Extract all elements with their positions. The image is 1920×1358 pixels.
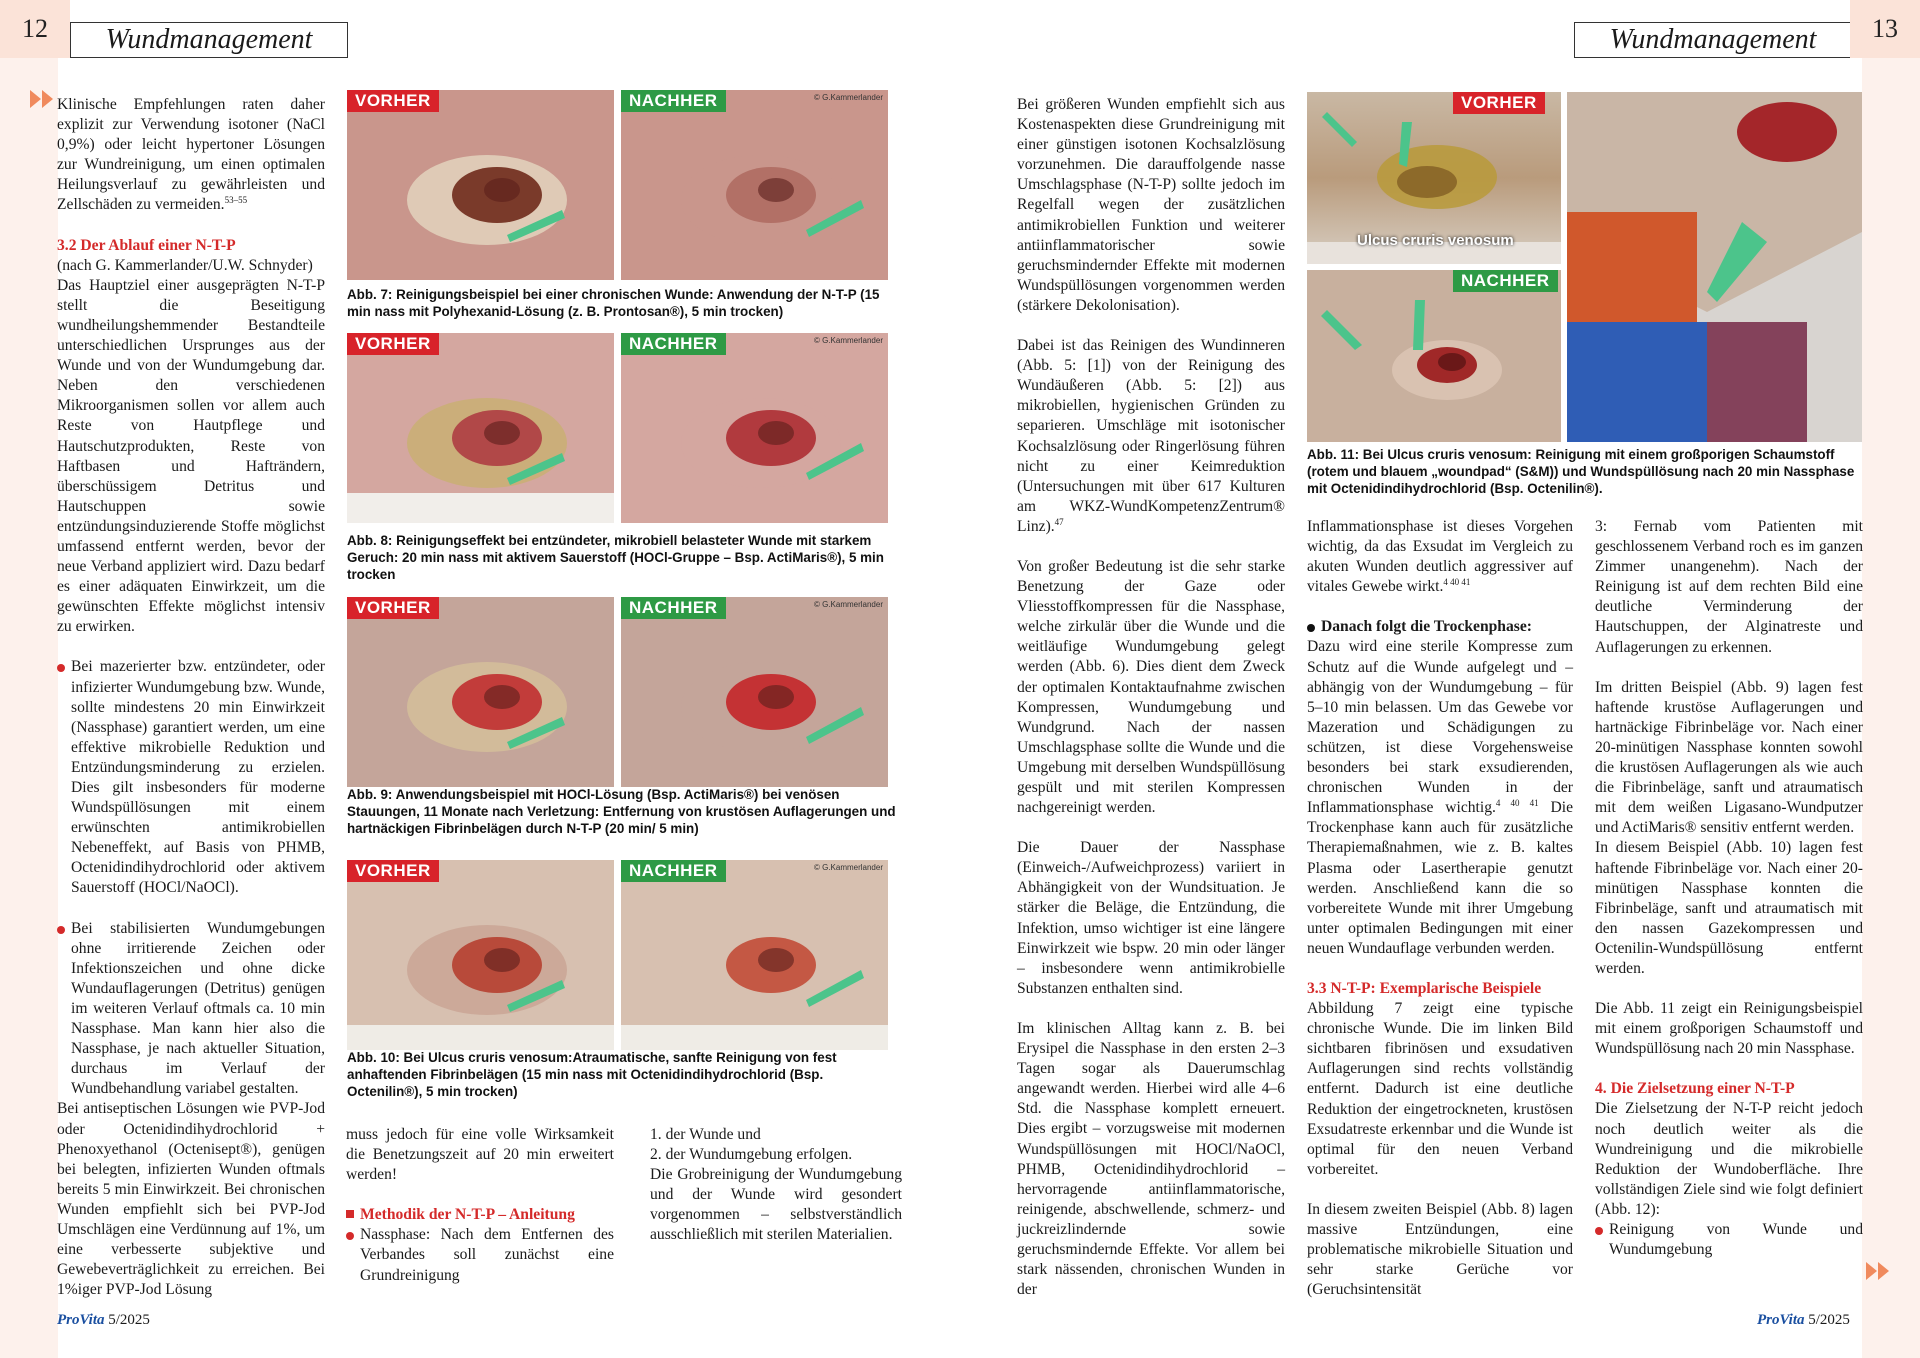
page-number-left: 12	[0, 0, 70, 58]
footer-issue: 5/2025	[108, 1312, 150, 1328]
paragraph: Von großer Bedeutung ist die sehr starke Benetzung der Gaze oder Vliesstoffkompressen für die Nassphase, welche zirkulär über die Wunde und die weitläufige Wundumgebung gelegt werden (Abb. 6). Dies dient dem Zweck der optimalen Kontaktaufnahme zwischen Kompressen, Wundumgebung und Wundgrund. Nach der nassen Umschlagsphase sollte die Wunde und die Umgebung mit derselben Wundspüllösung gespült und mit sterilen Kompressen nachgereinigt werden.	[1017, 557, 1285, 817]
right-column-2	[1307, 517, 1573, 1300]
list-item: 1. der Wunde und	[650, 1126, 761, 1143]
wound-photo	[621, 333, 888, 523]
citation-ref: 47	[1054, 516, 1064, 527]
wound-photo	[347, 597, 614, 787]
bullet-item: Bei stabilisierten Wundumgebungen ohne irritierende Zeichen oder Infektionszeichen und ohne dicke Wundauflagerungen (Detritus) genügen im weiteren Verlauf oftmals ca. 10 min Nassphase. Man kann hier also die Nassphase, je nach aktueller Situation, durchaus im Verlauf der Wundbehandlung variabel gestalten.	[57, 919, 325, 1100]
figure-caption: Abb. 10: Bei Ulcus cruris venosum:Atraumatische, sanfte Reinigung von fest anhaftenden Fibrinbelägen (15 min nass mit Octenidindihydrochlorid (Bsp. Octenilin®), 5 min trocken)	[347, 1050, 837, 1099]
after-photo	[621, 860, 888, 1050]
footer-brand: ProVita	[1757, 1312, 1805, 1328]
paragraph: Klinische Empfehlungen raten daher explizit zur Verwendung isotoner (NaCl 0,9%) oder leicht hypertoner Lösungen zur Wundreinigung, um einen optimalen Heilungsverlauf zu gewährleisten und Zellschäden zu vermeiden.$^{53-55}$	[57, 96, 325, 214]
footer-issue: 5/2025	[1808, 1312, 1850, 1328]
after-photo	[621, 597, 888, 787]
wound-photo	[347, 333, 614, 523]
paragraph: Abbildung 7 zeigt eine typische chronische Wunde. Die im linken Bild sichtbaren fibrinösen und exsudativen Auflagerungen sind rechts vollständig entfernt. Dadurch ist eine deutliche Reduktion der eingetrockneten, krustösen Exsudatreste erkennbar und die Wunde ist optimal für den neuen Verband vorbereitet.	[1307, 1000, 1573, 1178]
figure-caption: Abb. 7: Reinigungsbeispiel bei einer chronischen Wunde: Anwendung der N-T-P (15 min nass mit Polyhexanid-Lösung (z. B. Prontosan®), 5 min trocken)	[347, 287, 880, 319]
photo-credit: © G.Kammerlander	[813, 336, 883, 345]
photo-overlay-text: Ulcus cruris venosum	[1357, 232, 1514, 249]
paragraph: Bei antiseptischen Lösungen wie PVP-Jod oder Octenidindihydrochlorid + Phenoxyethanol (Octenisept®), genügen bei belegten, infizierten Wunden oftmals bereits 5 min Einwirkzeit. Bei chronischen Wunden empfiehlt sich bei PVP-Jod Umschlägen eine Verdünnung auf 1%, um eine verbesserte subjektive und Gewebeverträglichkeit zu erreichen. Bei 1%iger PVP-Jod Lösung	[57, 1100, 325, 1299]
fig11-foam-photo	[1567, 92, 1862, 442]
paragraph: Bei größeren Wunden empfiehlt sich aus Kostenaspekten diese Grundreinigung mit einer günstigen isotonen Kochsalzlösung vorzunehmen. Die darauffolgende nasse Umschlagsphase (N-T-P) sollte jedoch im Regelfall wegen der zusätzlichen antimikrobiellen Funktion und weiterer antiinflammatorischer sowie geruchsmindernder Effekte mit modernen Wundspüllösungen vorgenommen werden (stärkere Dekolonisation).	[1017, 96, 1285, 314]
after-label: NACHHER	[621, 860, 726, 882]
foam-photo	[1567, 92, 1862, 442]
after-photo	[621, 90, 888, 280]
paragraph: In diesem Beispiel (Abb. 10) lagen fest haftende Fibrinbeläge vor. Nach einer 20-minütigen Nassphase konnten die Fibrinbeläge, sanft und atraumatisch mit den nassen Gazekompressen und Octenilin-Wundspüllösung entfernt werden.	[1595, 839, 1863, 977]
paragraph: muss jedoch für eine volle Wirksamkeit die Benetzungszeit auf 20 min erweitert werden!	[346, 1126, 614, 1184]
bullet-item: Bei mazerierter bzw. entzündeter, oder infizierter Wundumgebung bzw. Wunde, sollte mindestens 20 min Einwirkzeit (Nassphase) garantiert werden, um eine effektive mikrobielle Reduktion und Entzündungsminderung zu erzielen. Dies gilt insbesonders für moderne Wundspüllösungen mit einem erwünschten antimikrobiellen Nebeneffekt, auf Basis von PHMB, Octenidindihydrochlorid oder aktivem Sauerstoff (HOCl/NaOCl).	[57, 657, 325, 898]
before-photo	[347, 597, 614, 787]
section-header-right: Wundmanagement	[1574, 22, 1852, 58]
citation-ref: 4 40 41	[1443, 577, 1471, 588]
right-column-3	[1595, 517, 1863, 1260]
right-column-1	[1017, 95, 1285, 1300]
after-photo	[621, 333, 888, 523]
before-photo	[347, 90, 614, 280]
section-heading: 3.3 N-T-P: Exemplarische Beispiele	[1307, 979, 1542, 997]
before-photo	[347, 860, 614, 1050]
fig11-before-photo	[1307, 92, 1561, 264]
before-label: VORHER	[1453, 92, 1545, 114]
double-chevron-right-icon	[30, 90, 56, 108]
section-heading: 3.2 Der Ablauf einer N-T-P	[57, 236, 236, 254]
fig11-after-photo	[1307, 270, 1561, 442]
citation-ref: 53–55	[224, 195, 248, 206]
figure-caption: Abb. 8: Reinigungseffekt bei entzündeter, mikrobiell belasteter Wunde mit starkem Geruch: 20 min nass mit aktivem Sauerstoff (HOCl-Gruppe – Bsp. ActiMaris®), 5 min trocken	[347, 533, 884, 582]
after-label: NACHHER	[1453, 270, 1558, 292]
before-label: VORHER	[347, 597, 439, 619]
square-bullet-icon	[346, 1210, 354, 1218]
left-column-1	[57, 95, 325, 1300]
photo-credit: © G.Kammerlander	[813, 600, 883, 609]
before-photo	[347, 333, 614, 523]
wound-photo	[621, 90, 888, 280]
left-column-2	[346, 1125, 614, 1286]
fig11-caption: Abb. 11: Bei Ulcus cruris venosum: Reinigung mit einem großporigen Schaumstoff (rotem und blauem „woundpad“ (S&M)) und Wundspüllösung nach 20 min Nassphase mit Octenidindihydrochlorid (Bsp. Octenilin®).	[1307, 447, 1855, 496]
citation-ref: 4 40 41	[1495, 798, 1539, 809]
wound-photo	[347, 860, 614, 1050]
paragraph: Im klinischen Alltag kann z. B. bei Erysipel die Nassphase in den ersten 2–3 Tagen sogar als Dauerumschlag angewandt werden. Hierbei wird alle 4–6 Std. die Nassphase komplett erneuert. Dies ergibt – vorzugsweise mit modernen Wundspüllösungen mit HOCl/NaOCl, PHMB, Octenidindihydrochlorid – hervorragende antiinflammatorische, reinigende, abschwellende, schmerz- und juckreizlindernde sowie geruchsmindernde Effekte. Vor allem bei stark nässenden, chronischen Wunden in der	[1017, 1019, 1285, 1299]
double-chevron-right-icon	[1866, 1262, 1892, 1280]
paragraph: Dazu wird eine sterile Kompresse zum Schutz auf die Wunde aufgelegt und – abhängig von der Wundumgebung – für 5–10 min belassen. Um das Gewebe vor Mazeration und Schädigungen zu schützen, ist diese Vorgehensweise besonders bei stark exsudierenden, chronischen Wunden in der Inflammationsphase wichtig.$^{4 40 41}$ Die Trockenphase kann auch für zusätzliche Therapiemaßnahmen, wie z. B. kaltes Plasma oder Lasertherapie genutzt werden. Anschließend kann die so vorbereitete Wunde mit ihrer Umgebung unter optimalen Bedingungen mit einer neuen Wundauflage verbunden werden.	[1307, 638, 1573, 957]
paragraph: Die Zielsetzung der N-T-P reicht jedoch noch deutlich weiter als die Wundreinigung und die mikrobielle Reduktion der Wundoberfläche. Ihre vollständigen Ziele sind wie folgt definiert (Abb. 12):	[1595, 1100, 1863, 1218]
paragraph: Inflammationsphase ist dieses Vorgehen wichtig, da das Exsudat im Vergleich zu akuten Wunden deutlich aggressiver auf vitales Gewebe wirkt.$^{4 40 41}$	[1307, 518, 1573, 596]
footer-right	[1757, 1312, 1850, 1329]
after-label: NACHHER	[621, 333, 726, 355]
bullet-item: Reinigung von Wunde und Wundumgebung	[1595, 1220, 1863, 1260]
photo-credit: © G.Kammerlander	[813, 863, 883, 872]
wound-photo	[621, 860, 888, 1050]
paragraph: Die Grobreinigung der Wundumgebung und der Wunde wird gesondert vorgenommen – selbstverständlich ausschließlich mit sterilen Materialien.	[650, 1166, 902, 1244]
after-label: NACHHER	[621, 597, 726, 619]
after-label: NACHHER	[621, 90, 726, 112]
paragraph: Dabei ist das Reinigen des Wundinneren (Abb. 5: [1]) von der Reinigung des Wundäußeren (Abb. 5: [2]) aus mikrobiellen, hygienischen Gründen zu separieren. Umschläge mit isotonischer Kochsalzlösung oder Ringerlösung führen nicht zu einer Keimreduktion (Untersuchungen mit über 617 Kulturen am WKZ-WundKompetenzZentrum® Linz).$^{47}$	[1017, 337, 1285, 535]
bullet-item: Nassphase: Nach dem Entfernen des Verbandes soll zunächst eine Grundreinigung	[346, 1225, 614, 1285]
paragraph: Die Dauer der Nassphase (Einweich-/Aufweichprozess) variiert in Abhängigkeit von der Wundsituation. Je stärker die Beläge, die Entzündung, die Infektion, umso wichtiger ist eine längere Einwirkzeit wie bspw. 20 min oder länger – insbesondere wenn antimikrobielle Substanzen enthalten sind.	[1017, 839, 1285, 997]
paragraph: Das Hauptziel einer ausgeprägten N-T-P stellt die Beseitigung wundheilungshemmender Bestandteile unterschiedlichen Ursprunges aus der Wunde und von der Wundumgebung dar. Neben den verschiedenen Mikroorganismen sollen vor allem auch Reste von Hautpflege und Hautschutzprodukten, Reste von Haftbasen und Hafträndern, überschüssigem Detritus und Hautschuppen sowie entzündungsinduzierende Stoffe möglichst umfassend entfernt werden, bevor der neue Verband appliziert wird. Dazu bedarf es einer adäquaten Einwirkzeit, um die gewünschten Effekte möglichst intensiv zu erwirken.	[57, 276, 325, 636]
wound-photo	[1307, 270, 1561, 442]
footer-brand: ProVita	[57, 1312, 105, 1328]
left-margin-band	[0, 58, 58, 1358]
paragraph: 3: Fernab vom Patienten mit geschlossenem Verband roch es im ganzen Zimmer unangenehm). Nach der Reinigung ist auf dem rechten Bild eine deutliche Verminderung der Hautschuppen, der Alginatreste und Auflagerungen zu erkennen.	[1595, 518, 1863, 656]
right-margin-band	[1862, 58, 1920, 1358]
wound-photo	[347, 90, 614, 280]
paragraph: Im dritten Beispiel (Abb. 9) lagen fest haftende krustöse Auflagerungen und hartnäckige Fibrinbeläge vor. Nach einer 20-minütigen Nassphase konnten sowohl die krustösen Auflagerungen als wie auch die Fibrinbeläge, sanft und atraumatisch mit dem weißen Ligasano-Wundputzer und ActiMaris® sensitiv entfernt werden.	[1595, 678, 1863, 837]
photo-credit: © G.Kammerlander	[813, 93, 883, 102]
footer-left	[57, 1312, 150, 1329]
paragraph: In diesem zweiten Beispiel (Abb. 8) lagen massive Entzündungen, eine problematische mikrobielle Situation und sehr starke Gerüche vor (Geruchsintensität	[1307, 1200, 1573, 1299]
method-heading: Methodik der N-T-P – Anleitung	[346, 1205, 614, 1225]
section-header-left: Wundmanagement	[70, 22, 348, 58]
dry-phase-heading: Danach folgt die Trockenphase:	[1307, 617, 1573, 637]
list-item: 2. der Wundumgebung erfolgen.	[650, 1146, 853, 1164]
left-column-3	[650, 1125, 902, 1246]
section-heading: 4. Die Zielsetzung einer N-T-P	[1595, 1080, 1795, 1098]
subheading: (nach G. Kammerlander/U.W. Schnyder)	[57, 256, 313, 274]
figure-caption: Abb. 9: Anwendungsbeispiel mit HOCl-Lösung (Bsp. ActiMaris®) bei venösen Stauungen, 11 Monate nach Verletzung: Entfernung von krustösen Auflagerungen und hartnäckigen Fibrinbelägen durch N-T-P (20 min/ 5 min)	[347, 787, 896, 836]
before-label: VORHER	[347, 90, 439, 112]
page-number-right: 13	[1850, 0, 1920, 58]
wound-photo	[621, 597, 888, 787]
before-label: VORHER	[347, 860, 439, 882]
before-label: VORHER	[347, 333, 439, 355]
paragraph: Die Abb. 11 zeigt ein Reinigungsbeispiel mit einem großporigen Schaumstoff und Wundspüllösung nach 20 min Nassphase.	[1595, 1000, 1863, 1058]
